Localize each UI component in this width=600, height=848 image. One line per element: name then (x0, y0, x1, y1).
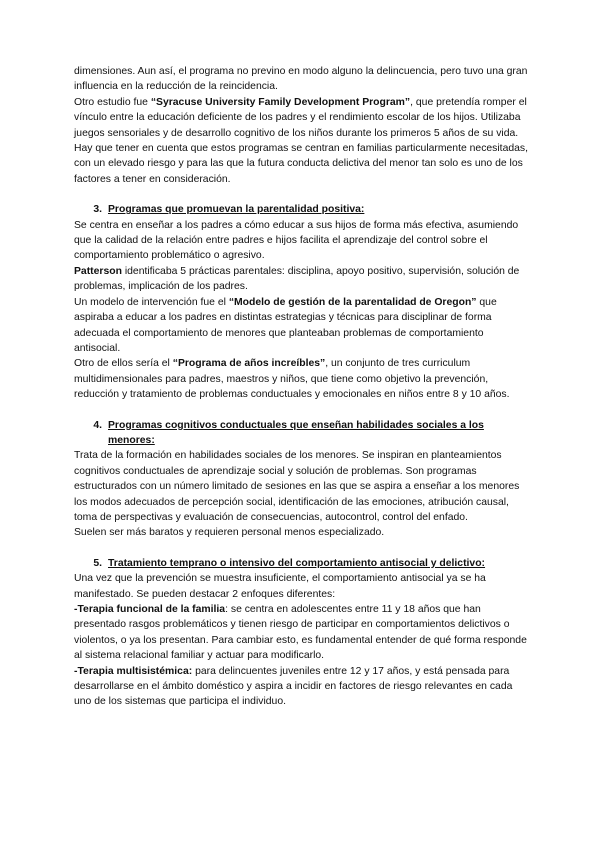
bold-model-name: “Modelo de gestión de la parentalidad de Oregon” (228, 296, 477, 308)
bold-therapy-name: -Terapia multisistémica: (74, 665, 193, 677)
paragraph-patterson (74, 264, 530, 295)
paragraph-families-note: Hay que tener en cuenta que estos programas se centran en familias particularmente necesitadas, con un elevado riesgo y para las que la futura conducta delictiva del menor tan solo es uno de los factores a tener en consideración. (74, 143, 528, 185)
text: que aspiraba a educar a los padres en distintas estrategias y técnicas para disciplinar de forma adecuada el comportamiento de menores que planteaban problemas de comportamiento antisocial. (74, 296, 497, 354)
section-title: Programas que promuevan la parentalidad positiva: (108, 204, 365, 216)
section-title: Programas cognitivos conductuales que enseñan habilidades sociales a los menores: (108, 419, 484, 446)
paragraph-early-treatment: Una vez que la prevención se muestra insuficiente, el comportamiento antisocial ya se ha manifestado. Se pueden destacar 2 enfoques diferentes: (74, 573, 486, 600)
text: , un conjunto de tres curriculum multidimensionales para padres, maestros y niños, que tiene como objetivo la prevención, reducción y tratamiento de problemas conductuales y emocionales en niños entre 8 y 10 años. (74, 358, 510, 401)
document-page (74, 64, 530, 710)
section-number: 4. (93, 419, 102, 431)
text: , que pretendía romper el vínculo entre la educación deficiente de los padres y el rendimiento escolar de los hijos. Utilizaba juegos sensoriales y de desarrollo cognitivo de los niños durante los primeros 5 años de su vida. (74, 96, 527, 139)
section-title: Tratamiento temprano o intensivo del comportamiento antisocial y delictivo: (108, 557, 486, 569)
text: para delincuentes juveniles entre 12 y 17 años, y está pensada para desarrollarse en el ámbito doméstico y aspira a incidir en factores de riesgo relevantes en cada uno de los sistemas que participa el individuo. (74, 665, 513, 708)
section-heading-3 (74, 202, 530, 217)
paragraph-parenting-focus: Se centra en enseñar a los padres a cómo educar a sus hijos de forma más efectiva, asumiendo que la calidad de la relación entre padres e hijos facilita el aprendizaje del control sobre el comportamiento problemático o agresivo. (74, 219, 519, 262)
text: Un modelo de intervención fue el (74, 296, 229, 308)
paragraph-cost-note: Suelen ser más baratos y requieren personal menos especializado. (74, 527, 385, 539)
text: Otro estudio fue (74, 96, 151, 108)
text: identificaba 5 prácticas parentales: disciplina, apoyo positivo, supervisión, solución de problemas, implicación de los padres. (74, 265, 520, 293)
bold-program-name: “Programa de años increíbles” (172, 358, 326, 370)
paragraph-oregon-model (74, 295, 530, 357)
paragraph-family-therapy (74, 602, 530, 664)
bold-therapy-name: -Terapia funcional de la familia (74, 604, 226, 615)
text: Otro de ellos sería el (74, 358, 173, 370)
bold-author-name: Patterson (74, 265, 122, 277)
paragraph-social-skills: Trata de la formación en habilidades sociales de los menores. Se inspiran en planteamientos cognitivos conductuales de aprendizaje social y solución de problemas. Son programas estructurados con un número limitado de sesiones en las que se aspira a enseñar a los menores los modos adecuados de percepción social, identificación de las emociones, atribución causal, toma de perspectivas y evaluación de consecuencias, autocontrol, control del enfado. (74, 450, 520, 523)
section-heading-4 (74, 418, 530, 449)
text: : se centra en adolescentes entre 11 y 18 años que han presentado rasgos problemáticos y tienen riesgo de participar en comportamientos delictivos o violentos, o ya los presentan. Para cambiar esto, es fundamental entender de qué forma responde al sistema relacional familiar y actuar para modificarlo. (74, 604, 527, 662)
bold-program-name: “Syracuse University Family Development Program” (150, 96, 411, 108)
paragraph-syracuse-program (74, 95, 530, 141)
paragraph-incredible-years (74, 356, 530, 402)
section-heading-5 (74, 556, 530, 571)
paragraph-program-results: dimensiones. Aun así, el programa no previno en modo alguno la delincuencia, pero tuvo una gran influencia en la reducción de la reincidencia. (74, 66, 528, 93)
paragraph-multisystemic-therapy (74, 664, 530, 710)
section-number: 5. (93, 557, 102, 569)
section-number: 3. (93, 204, 102, 216)
